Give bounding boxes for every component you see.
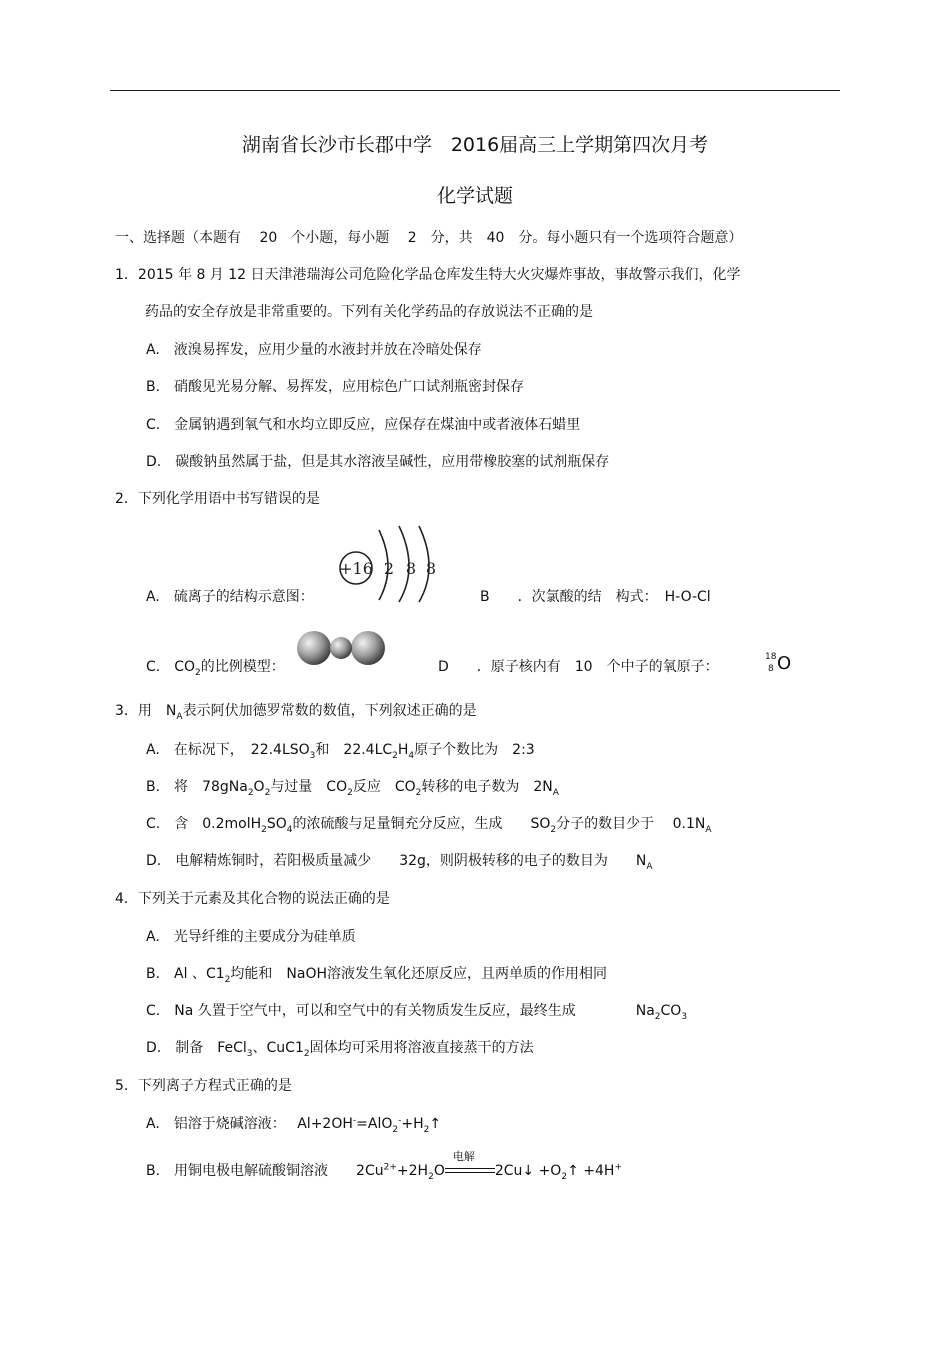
question-number: 2． (115, 491, 138, 507)
subject-title: 化学试题 (436, 185, 513, 207)
q1-option-c: C. 金属钠遇到氧气和水均立即反应，应保存在煤油中或者液体石蜡里 (146, 417, 581, 433)
oxygen-atom-left (297, 631, 331, 665)
q3-option-d: D. 电解精炼铜时，若阳极质量减少 32g，则阴极转移的电子的数目为 $N_A$ (146, 853, 653, 872)
nucleus-charge: +16 (339, 559, 373, 578)
question-stem: 下列离子方程式正确的是 (137, 1078, 292, 1094)
isotope-atomic-number: 8 (768, 664, 774, 674)
question-stem: 下列化学用语中书写错误的是 (137, 491, 320, 507)
question-number: 4． (115, 891, 138, 907)
q2-option-c: C. $CO_2$的比例模型： (146, 659, 285, 678)
q5-option-b: B. 用铜电极电解硫酸铜溶液 $2Cu^{2+}+2H_2O$ 电解 2Cu↓ $+O_2↑ +4H^+$ (146, 1150, 622, 1182)
q3-option-b: B. 将 $78gNa_2O_2$与过量 $CO_2$反应 $CO_2$转移的电子数为 $2N_A$ (146, 779, 559, 798)
reaction-condition: 电解 (452, 1150, 475, 1163)
q3-option-a: A. 在标况下， $22.4LSO_3$和 $22.4LC_2H_4$原子个数比为 2:3 (146, 742, 535, 761)
shell-electrons-2: 8 (405, 559, 417, 578)
question-number: 3． (115, 703, 138, 719)
oxygen-atom-right (351, 631, 385, 665)
q2-option-b: B ．次氯酸的结 构式： H-O-Cl (480, 589, 711, 605)
q2-option-a: A. 硫离子的结构示意图： (146, 589, 314, 605)
question-5 (115, 1075, 292, 1095)
shell-electrons-1: 2 (383, 559, 395, 578)
question-3: 3．用 $N_A$表示阿伏加德罗常数的数值，下列叙述正确的是 (115, 703, 477, 722)
sulfide-ion-structure-diagram (335, 522, 445, 604)
q1-option-a: A. 液溴易挥发，应用少量的水液封并放在冷暗处保存 (146, 342, 482, 358)
q1-option-b: B. 硝酸见光易分解、易挥发，应用棕色广口试剂瓶密封保存 (146, 379, 525, 395)
co2-space-filling-model (296, 628, 388, 668)
isotope-mass-number: 18 (765, 652, 777, 662)
q2-option-d: D ．原子核内有 10 个中子的氧原子： (438, 659, 719, 675)
q1-option-d: D. 碳酸钠虽然属于盐，但是其水溶液呈碱性，应用带橡胶塞的试剂瓶保存 (146, 454, 610, 470)
q3-option-c: C. 含 $0.2molH_2SO_4$的浓硫酸与足量铜充分反应，生成 $SO_2$分子的数目少于 $0.1N_A$ (146, 816, 712, 835)
question-1-stem-cont: 药品的安全存放是非常重要的。下列有关化学药品的存放说法不正确的是 (145, 304, 593, 320)
question-number: 5． (115, 1078, 138, 1094)
question-stem: 下列关于元素及其化合物的说法正确的是 (137, 891, 390, 907)
shell-electrons-3: 8 (425, 559, 437, 578)
electrolysis-equals-sign (445, 1150, 495, 1178)
question-1 (115, 264, 741, 284)
q5-option-a: A. 铝溶于烧碱溶液： $Al+2OH^-=AlO_2^-+H_2↑$ (146, 1115, 442, 1135)
oxygen-isotope (765, 652, 795, 678)
carbon-atom (330, 637, 352, 659)
header-rule (110, 90, 840, 91)
section-heading: 一、选择题（本题有 20 个小题，每小题 2 分，共 40 分。每小题只有一个选项符合题意） (115, 230, 743, 246)
q4-option-b: B. Al 、$C1_2$均能和 NaOH溶液发生氧化还原反应，且两单质的作用相同 (146, 966, 607, 985)
page-title: 湖南省长沙市长郡中学 2016届高三上学期第四次月考 (241, 134, 709, 156)
question-2 (115, 488, 320, 508)
question-4 (115, 888, 390, 908)
isotope-symbol: O (777, 653, 792, 674)
question-stem: 2015 年 8 月 12 日天津港瑞海公司危险化学品仓库发生特大火灾爆炸事故，事故警示我们，化学 (137, 267, 741, 283)
q4-option-d: D. 制备 FeCl$_3$、$CuC1_2$固体均可采用将溶液直接蒸干的方法 (146, 1040, 534, 1059)
question-number: 1． (115, 267, 138, 283)
q4-option-a: A. 光导纤维的主要成分为硅单质 (146, 929, 356, 945)
q4-option-c: C. Na 久置于空气中，可以和空气中的有关物质发生反应，最终生成 $Na_2CO_3$ (146, 1003, 688, 1022)
